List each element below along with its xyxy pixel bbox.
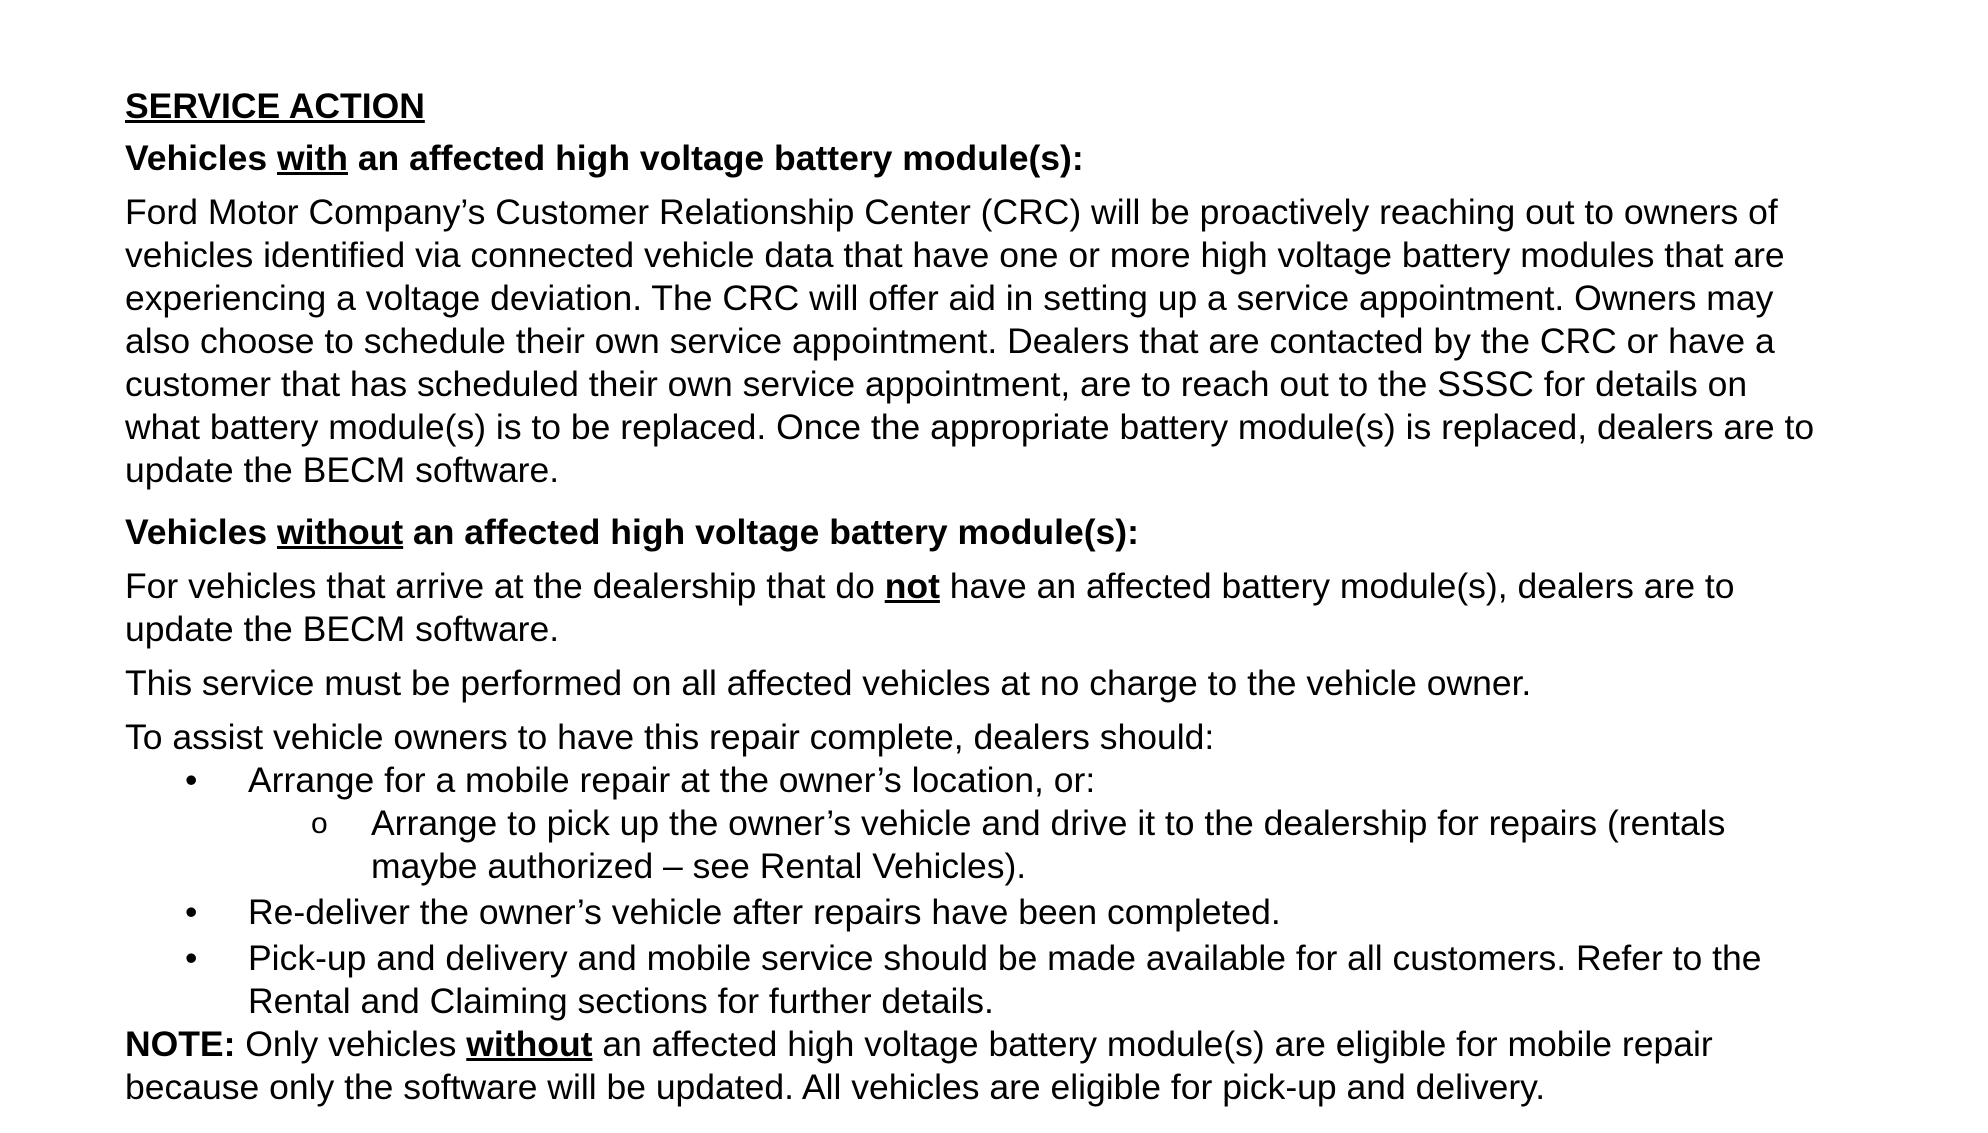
dealer-actions-list [125, 759, 1825, 1023]
assist-intro: To assist vehicle owners to have this repair complete, dealers should: [125, 717, 1215, 757]
list-item-text: Arrange for a mobile repair at the owner’s location, or: [248, 760, 1096, 800]
bullet-icon: • [185, 938, 198, 978]
without-paragraph-emphasis: not [884, 566, 940, 606]
sub-list-item-text: Arrange to pick up the owner’s vehicle and drive it to the dealership for repairs (rentals maybe authorized – see Rental Vehicles). [371, 803, 1726, 886]
sub-list [248, 802, 1825, 888]
list-item-text: Pick-up and delivery and mobile service should be made available for all customers. Refer to the Rental and Claiming sections for further details. [248, 938, 1762, 1021]
note-emphasis: without [466, 1024, 593, 1064]
without-heading-post: an affected high voltage battery module(s): [403, 512, 1139, 552]
bullet-icon: • [185, 892, 198, 932]
list-item [125, 937, 1825, 1023]
without-heading-emphasis: without [276, 512, 404, 552]
without-module-heading [125, 511, 1825, 554]
with-heading-emphasis: with [276, 138, 348, 178]
no-charge-paragraph: This service must be performed on all affected vehicles at no charge to the vehicle owner. [125, 663, 1532, 703]
with-module-heading [125, 137, 1825, 180]
bullet-icon: • [185, 760, 198, 800]
circle-bullet-icon: o [311, 807, 328, 840]
list-item-text: Re-deliver the owner’s vehicle after repairs have been completed. [248, 892, 1281, 932]
list-item [125, 891, 1825, 934]
without-paragraph-post: have an affected battery module(s), dealers are to update the BECM software. [125, 566, 1735, 649]
section-title: SERVICE ACTION [125, 86, 425, 126]
without-heading-pre: Vehicles [125, 512, 277, 552]
note-label: NOTE: [125, 1024, 236, 1064]
sub-list-item [125, 802, 1825, 888]
with-heading-pre: Vehicles [125, 138, 277, 178]
note-paragraph [125, 1023, 1825, 1109]
list-item [125, 759, 1825, 888]
document-page [125, 85, 1825, 1109]
note-pre: Only vehicles [235, 1024, 467, 1064]
with-module-paragraph: Ford Motor Company’s Customer Relationship Center (CRC) will be proactively reaching out to owners of vehicles identified via connected vehicle data that have one or more high voltage battery modules that are experiencing a voltage deviation. The CRC will offer aid in setting up a service appointment. Owners may also choose to schedule their own service appointment. Dealers that are contacted by the CRC or have a customer that has scheduled their own service appointment, are to reach out to the SSSC for details on what battery module(s) is to be replaced. Once the appropriate battery module(s) is replaced, dealers are to update the BECM software. [125, 192, 1815, 490]
without-paragraph-pre: For vehicles that arrive at the dealership that do [125, 566, 885, 606]
note-post: an affected high voltage battery module(s) are eligible for mobile repair because only the software will be updated. All vehicles are eligible for pick-up and delivery. [125, 1024, 1713, 1107]
with-heading-post: an affected high voltage battery module(s): [347, 138, 1084, 178]
without-module-paragraph [125, 565, 1825, 651]
